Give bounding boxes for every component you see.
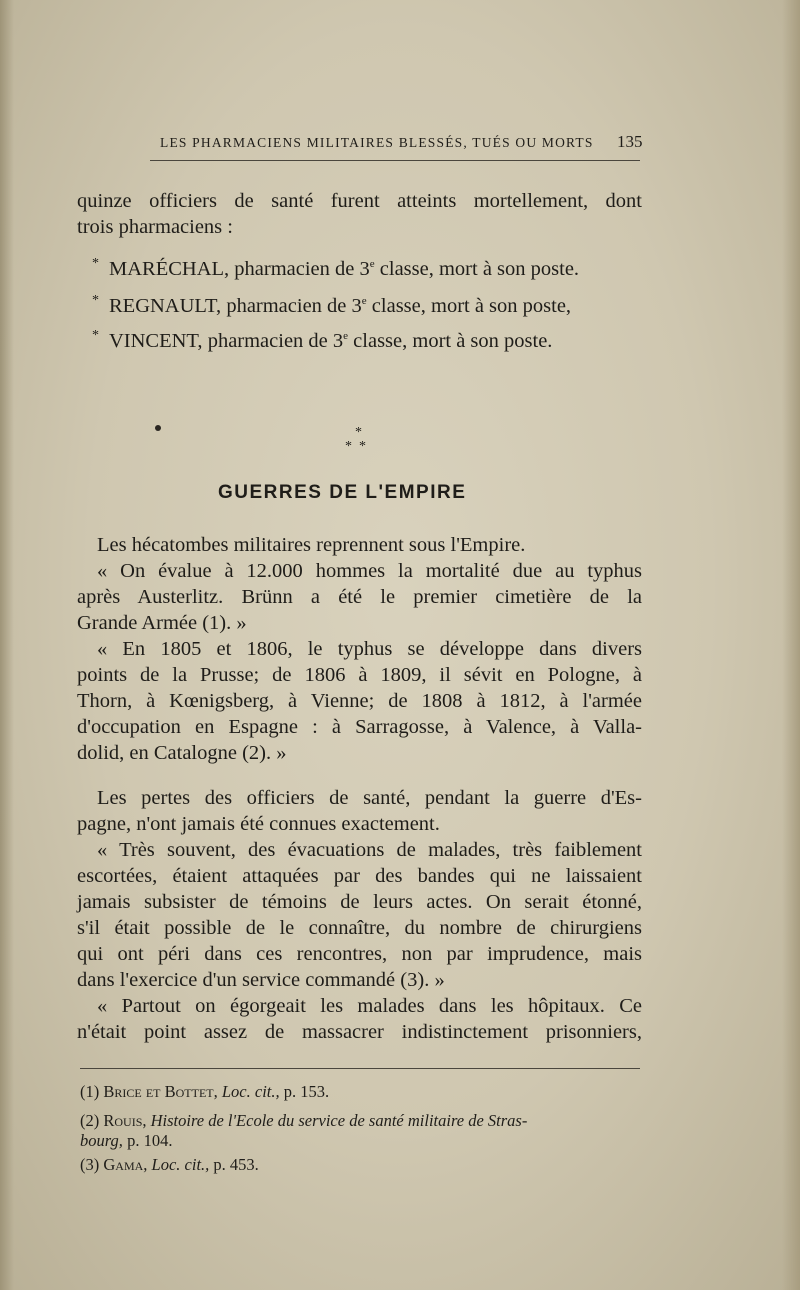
asterism-star: * <box>345 439 352 454</box>
text-line: Grande Armée (1). » <box>77 612 247 634</box>
asterism-divider <box>345 425 375 455</box>
asterism-star: * <box>355 425 362 440</box>
page-edge-left <box>0 0 14 1290</box>
text-line: Les hécatombes militaires reprennent sous l'Empire. <box>97 534 526 556</box>
officer-entry: * REGNAULT, pharmacien de 3e classe, mort à son poste, <box>92 293 572 317</box>
paragraph-espagne <box>77 785 642 1045</box>
text-line: « Très souvent, des évacuations de malades, très faiblement <box>97 839 642 861</box>
text-line: quinze officiers de santé furent atteints mortellement, dont <box>77 190 642 212</box>
text-line: trois pharmaciens : <box>77 216 233 238</box>
text-line: Les pertes des officiers de santé, pendant la guerre d'Es- <box>97 787 642 809</box>
text-line: « On évalue à 12.000 hommes la mortalité due au typhus <box>97 560 642 582</box>
text-line: s'il était possible de le connaître, du nombre de chirurgiens <box>77 917 642 939</box>
officer-name: MARÉCHAL, <box>109 258 230 280</box>
text-line: d'occupation en Espagne : à Sarragosse, à Valence, à Valla- <box>77 716 642 738</box>
text-line: jamais subsister de témoins de leurs actes. On serait étonné, <box>77 891 642 913</box>
page-edge-right <box>782 0 800 1290</box>
section-title: GUERRES DE L'EMPIRE <box>218 482 467 503</box>
text-line: après Austerlitz. Brünn a été le premier cimetière de la <box>77 586 642 608</box>
officer-name: VINCENT, <box>109 330 203 352</box>
header-rule <box>150 160 640 161</box>
asterisk-marker: * <box>92 293 99 308</box>
text-line: n'était point assez de massacrer indistinctement prisonniers, <box>77 1021 642 1043</box>
footnote-continuation: bourg, p. 104. <box>80 1131 173 1150</box>
officer-entry: * VINCENT, pharmacien de 3e classe, mort à son poste. <box>92 328 553 352</box>
text-line: dolid, en Catalogne (2). » <box>77 742 287 764</box>
text-line: Thorn, à Kœnigsberg, à Vienne; de 1808 à 1812, à l'armée <box>77 690 642 712</box>
footnote: (3) Gama, Loc. cit., p. 453. <box>80 1155 259 1174</box>
page-number: 135 <box>617 132 643 151</box>
ink-spot <box>155 425 161 431</box>
text-line: points de la Prusse; de 1806 à 1809, il sévit en Pologne, à <box>77 664 642 686</box>
running-head: LES PHARMACIENS MILITAIRES BLESSÉS, TUÉS OU MORTS <box>160 135 594 150</box>
text-line: qui ont péri dans ces rencontres, non par imprudence, mais <box>77 943 642 965</box>
asterism-star: * <box>359 439 366 454</box>
asterisk-marker: * <box>92 328 99 343</box>
footnote: (1) Brice et Bottet, Loc. cit., p. 153. <box>80 1082 330 1101</box>
footnote: (2) Rouis, Histoire de l'Ecole du service de santé militaire de Stras- <box>80 1111 528 1130</box>
officer-entry: * MARÉCHAL, pharmacien de 3e classe, mort à son poste. <box>92 256 580 280</box>
officer-name: REGNAULT, <box>109 295 222 317</box>
footnote-rule <box>80 1068 640 1069</box>
intro-paragraph <box>77 188 642 240</box>
text-line: pagne, n'ont jamais été connues exactement. <box>77 813 440 835</box>
text-line: escortées, étaient attaquées par des bandes qui ne laissaient <box>77 865 642 887</box>
asterisk-marker: * <box>92 256 99 271</box>
paragraph-empire <box>77 532 642 766</box>
text-line: « Partout on égorgeait les malades dans les hôpitaux. Ce <box>97 995 642 1017</box>
text-line: dans l'exercice d'un service commandé (3). » <box>77 969 445 991</box>
text-line: « En 1805 et 1806, le typhus se développe dans divers <box>97 638 642 660</box>
